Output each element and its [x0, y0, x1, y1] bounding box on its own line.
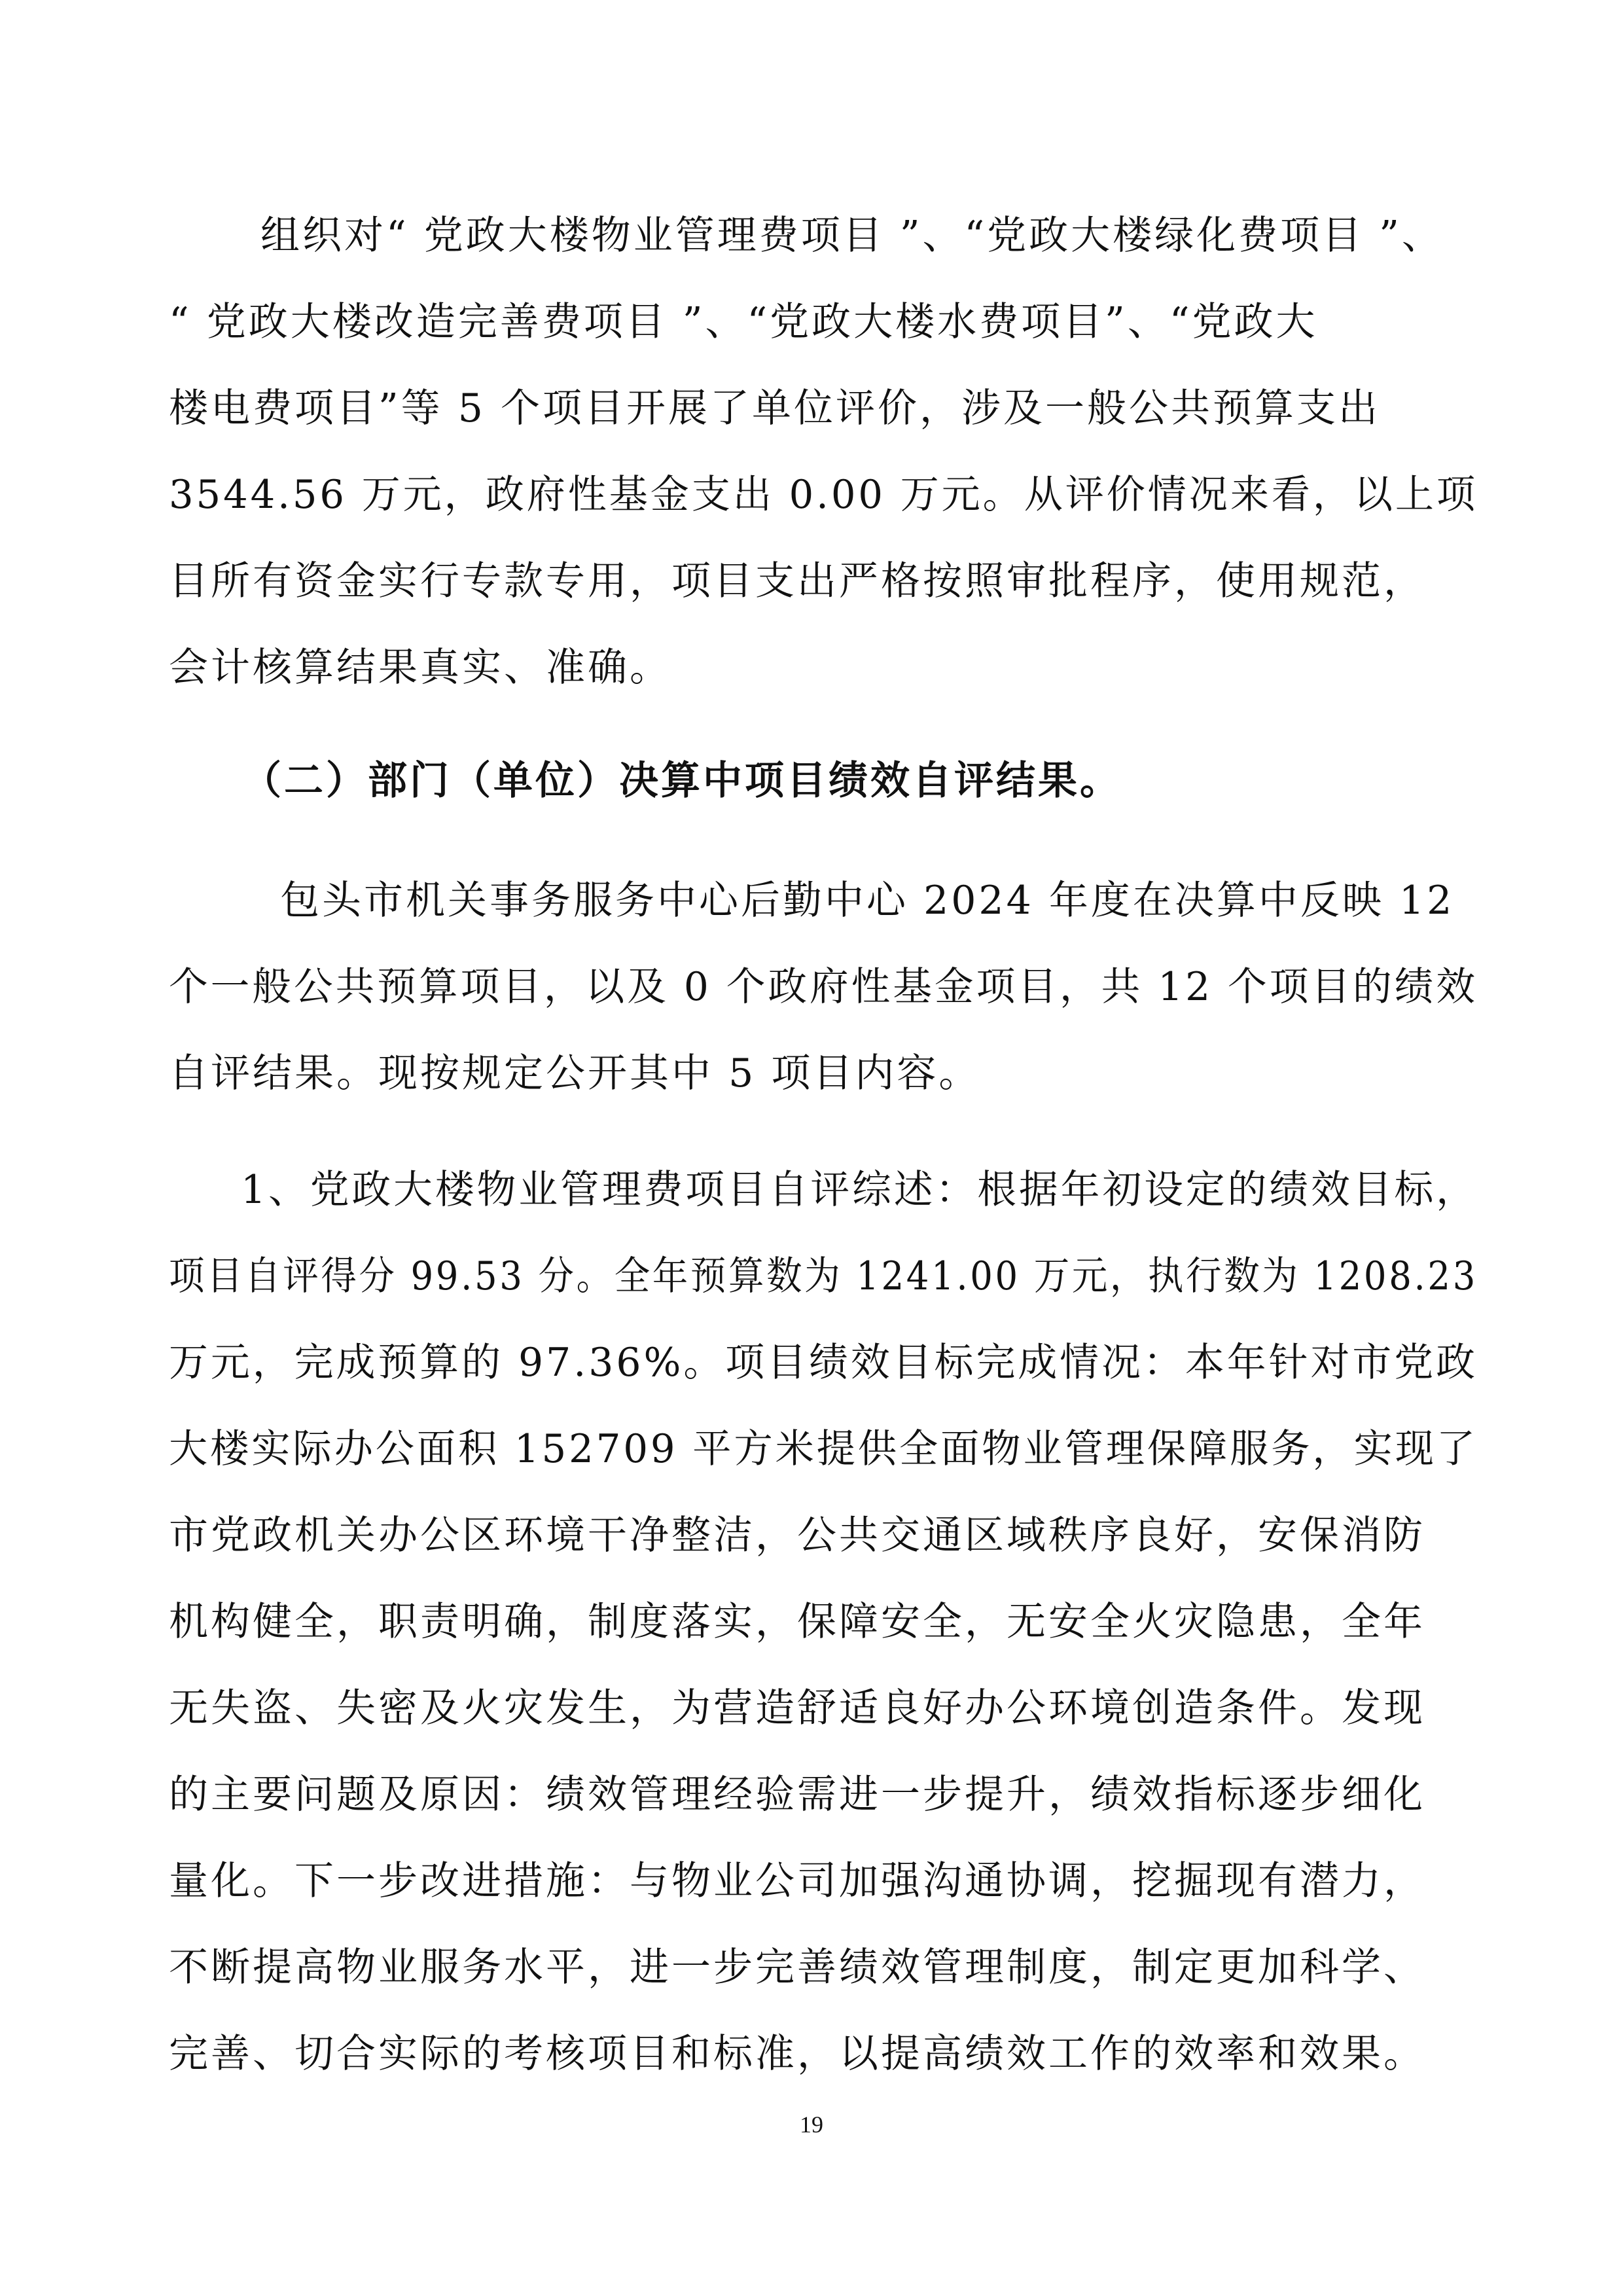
text-line: 完善、切合实际的考核项目和标准，以提高绩效工作的效率和效果。 — [169, 2031, 1425, 2077]
text-line: 目所有资金实行专款专用，项目支出严格按照审批程序，使用规范， — [169, 558, 1425, 604]
text-line: 组织对“ 党政大楼物业管理费项目 ”、“党政大楼绿化费项目 ”、 — [260, 213, 1444, 259]
text-line: 无失盗、失密及火灾发生，为营造舒适良好办公环境创造条件。发现 — [169, 1685, 1425, 1731]
text-line: 楼电费项目”等 5 个项目开展了单位评价，涉及一般公共预算支出 — [169, 386, 1380, 431]
text-line: 1、党政大楼物业管理费项目自评综述：根据年初设定的绩效目标， — [241, 1167, 1478, 1213]
text-line: 项目自评得分 99.53 分。全年预算数为 1241.00 万元，执行数为 1208.23 — [169, 1253, 1478, 1299]
text-line: 会计核算结果真实、准确。 — [169, 645, 671, 691]
text-line: 个一般公共预算项目，以及 0 个政府性基金项目，共 12 个项目的绩效 — [169, 964, 1478, 1010]
text-line: 包头市机关事务服务中心后勤中心 2024 年度在决算中反映 12 — [280, 878, 1455, 924]
text-line: 自评结果。现按规定公开其中 5 项目内容。 — [169, 1050, 981, 1096]
text-line: 3544.56 万元，政府性基金支出 0.00 万元。从评价情况来看，以上项 — [169, 472, 1478, 518]
text-line: 万元，完成预算的 97.36%。项目绩效目标完成情况：本年针对市党政 — [169, 1340, 1478, 1386]
page-number: 19 — [800, 2111, 823, 2138]
text-line: 大楼实际办公面积 152709 平方米提供全面物业管理保障服务，实现了 — [169, 1426, 1478, 1472]
text-line: 不断提高物业服务水平，进一步完善绩效管理制度，制定更加科学、 — [169, 1945, 1425, 1990]
text-line: 机构健全，职责明确，制度落实，保障安全，无安全火灾隐患，全年 — [169, 1599, 1425, 1645]
section-heading: （二）部门（单位）决算中项目绩效自评结果。 — [242, 758, 1122, 804]
text-line: 的主要问题及原因：绩效管理经验需进一步提升，绩效指标逐步细化 — [169, 1772, 1425, 1818]
text-line: 市党政机关办公区环境干净整洁，公共交通区域秩序良好，安保消防 — [169, 1513, 1425, 1558]
text-line: “ 党政大楼改造完善费项目 ”、“党政大楼水费项目”、“党政大 — [169, 299, 1318, 345]
text-line: 量化。下一步改进措施：与物业公司加强沟通协调，挖掘现有潜力， — [169, 1858, 1425, 1904]
